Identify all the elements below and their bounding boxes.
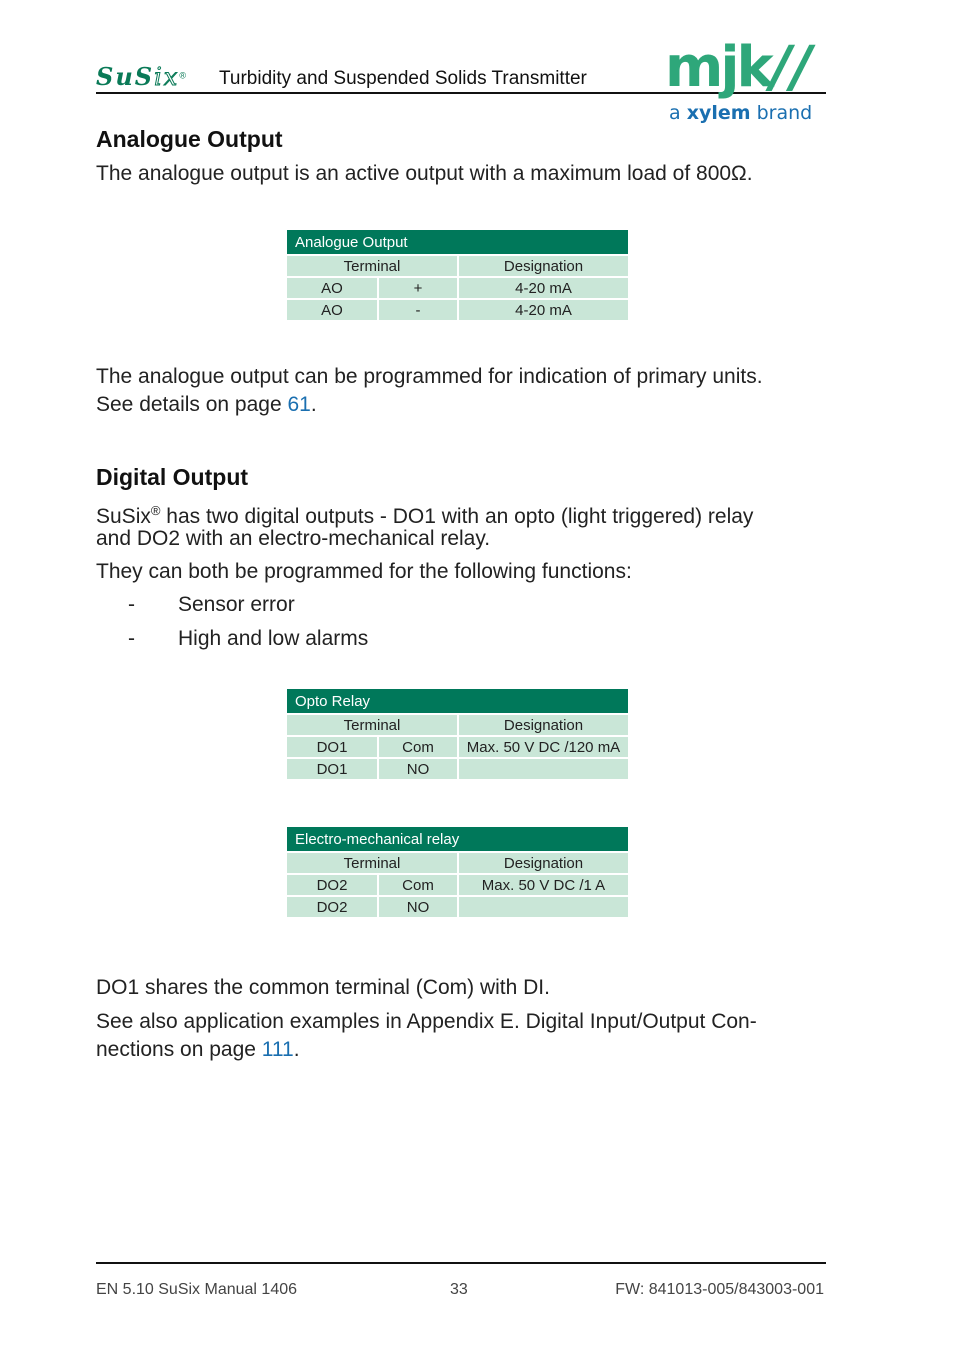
cell-designation: Max. 50 V DC /1 A — [459, 875, 628, 895]
note-2-period: . — [310, 393, 317, 416]
opto-relay-table — [285, 687, 630, 781]
cell-terminal: DO1 — [287, 759, 377, 779]
digital-heading: Digital Output — [96, 464, 249, 490]
table-title: Electro-mechanical relay — [287, 827, 628, 851]
cell-contact: Com — [379, 875, 457, 895]
table-row — [287, 300, 628, 320]
col-terminal: Terminal — [287, 853, 457, 873]
shared-common-note: DO1 shares the common terminal (Com) with DI. — [96, 976, 550, 999]
cell-designation — [459, 759, 628, 779]
table-title: Analogue Output — [287, 230, 628, 254]
product-logo — [96, 62, 186, 91]
cell-contact: Com — [379, 737, 457, 757]
table-row — [287, 897, 628, 917]
table-row — [287, 278, 628, 298]
logo-registered-mark: ® — [179, 70, 186, 81]
note-2-text: See details on page — [96, 393, 288, 416]
bullet-text: High and low alarms — [178, 627, 369, 650]
footer-rule — [96, 1262, 826, 1264]
susix-text: SuSix — [96, 505, 151, 528]
cell-contact: NO — [379, 897, 457, 917]
see-also-period: . — [293, 1038, 300, 1061]
bullet-dash: - — [128, 593, 135, 616]
digital-line-3: They can both be programmed for the following functions: — [96, 560, 632, 583]
cell-terminal: AO — [287, 278, 377, 298]
footer-firmware: FW: 841013-005/843003-001 — [615, 1281, 824, 1298]
list-item — [128, 593, 295, 617]
footer-manual-version: EN 5.10 SuSix Manual 1406 — [96, 1281, 298, 1298]
cell-terminal: DO2 — [287, 875, 377, 895]
table-row — [287, 759, 628, 779]
analogue-note-2 — [96, 391, 317, 419]
page-111-link[interactable]: 111 — [261, 1038, 294, 1061]
logo-outline-text: ix — [154, 63, 180, 91]
footer-page-number: 33 — [450, 1281, 468, 1298]
cell-contact: NO — [379, 759, 457, 779]
cell-terminal: AO — [287, 300, 377, 320]
table-title: Opto Relay — [287, 689, 628, 713]
page-61-link[interactable]: 61 — [287, 393, 311, 416]
header-title: Turbidity and Suspended Solids Transmitter — [219, 68, 587, 89]
list-item — [128, 627, 369, 651]
cell-designation — [459, 897, 628, 917]
table-row — [287, 875, 628, 895]
brand-a-text: a — [669, 102, 681, 124]
digital-line-2: and DO2 with an electro-mechanical relay. — [96, 527, 491, 550]
analogue-note-1: The analogue output can be programmed for indication of primary units. — [96, 365, 763, 388]
table-row — [287, 737, 628, 757]
brand-word-text: brand — [756, 102, 813, 124]
cell-polarity: - — [379, 300, 457, 320]
brand-logo — [665, 35, 827, 130]
brand-slashes-mark: // — [770, 35, 812, 100]
analogue-intro: The analogue output is an active output with a maximum load of 800Ω. — [96, 162, 753, 185]
analogue-output-table — [285, 228, 630, 322]
brand-xylem-text: xylem — [686, 102, 751, 124]
cell-polarity: + — [379, 278, 457, 298]
bullet-text: Sensor error — [178, 593, 295, 616]
cell-terminal: DO2 — [287, 897, 377, 917]
col-designation: Designation — [459, 853, 628, 873]
see-also-line-1: See also application examples in Appendix E. Digital Input/Output Con- — [96, 1010, 757, 1033]
cell-designation: 4-20 mA — [459, 278, 628, 298]
see-also-line-2 — [96, 1036, 300, 1064]
col-designation: Designation — [459, 715, 628, 735]
electro-mechanical-relay-table — [285, 825, 630, 919]
logo-bold-text: SuS — [96, 62, 155, 91]
analogue-heading: Analogue Output — [96, 126, 283, 152]
cell-designation: 4-20 mA — [459, 300, 628, 320]
col-designation: Designation — [459, 256, 628, 276]
digital-line-1-rest: has two digital outputs - DO1 with an opto (light triggered) relay — [160, 505, 754, 528]
col-terminal: Terminal — [287, 256, 457, 276]
see-also-text: nections on page — [96, 1038, 262, 1061]
col-terminal: Terminal — [287, 715, 457, 735]
cell-designation: Max. 50 V DC /120 mA — [459, 737, 628, 757]
registered-mark: ® — [150, 503, 161, 518]
bullet-dash: - — [128, 627, 135, 650]
cell-terminal: DO1 — [287, 737, 377, 757]
brand-mjk-text: mjk — [665, 35, 771, 100]
